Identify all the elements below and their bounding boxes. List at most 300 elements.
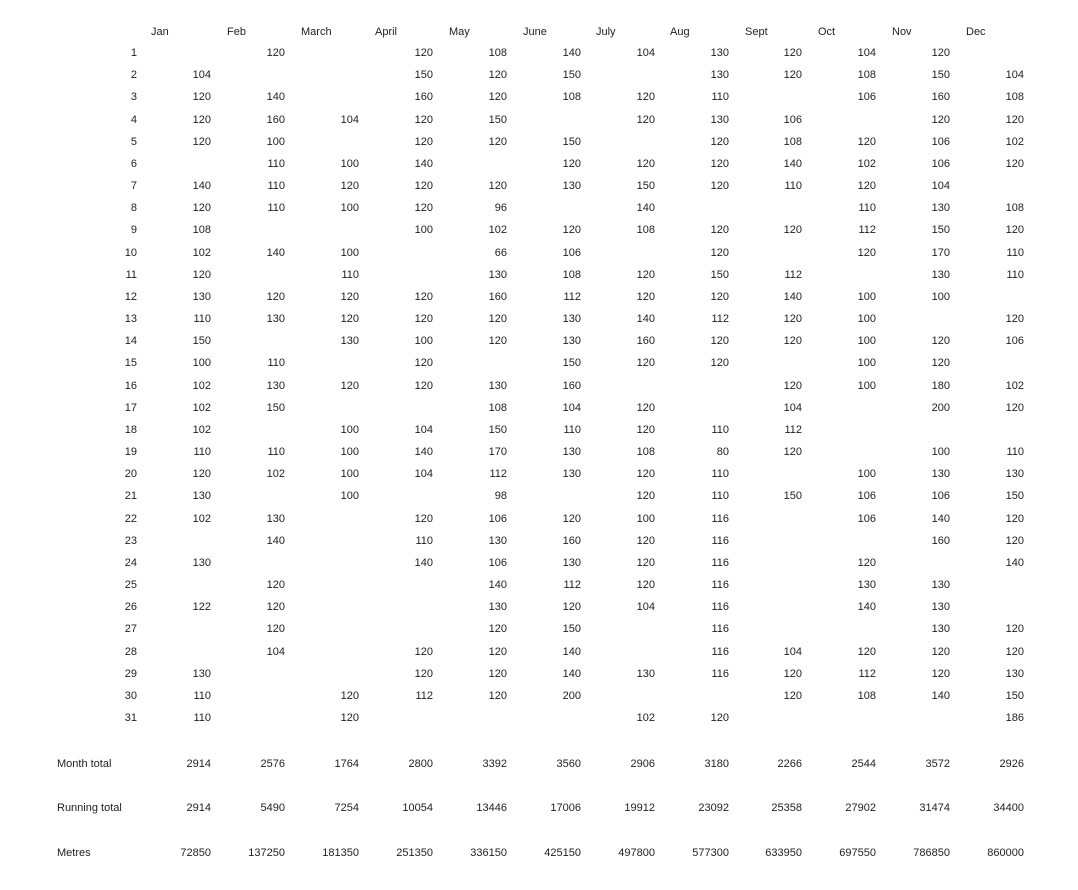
- value-cell: 120: [488, 646, 507, 658]
- value-cell: 120: [414, 136, 433, 148]
- value-cell: 120: [414, 513, 433, 525]
- value-cell: 130: [931, 579, 950, 591]
- value-cell: 130: [931, 269, 950, 281]
- value-cell: 150: [414, 69, 433, 81]
- summary-value: 2800: [408, 758, 433, 770]
- value-cell: 102: [192, 424, 211, 436]
- value-cell: 150: [931, 224, 950, 236]
- value-cell: 110: [267, 180, 285, 192]
- value-cell: 104: [562, 402, 581, 414]
- value-cell: 120: [488, 623, 507, 635]
- value-cell: 120: [636, 424, 655, 436]
- day-number: 14: [124, 335, 137, 347]
- value-cell: 104: [783, 646, 802, 658]
- value-cell: 150: [562, 136, 581, 148]
- value-cell: 120: [414, 668, 433, 680]
- value-cell: 110: [267, 446, 285, 458]
- summary-value: 17006: [550, 802, 581, 814]
- value-cell: 120: [857, 557, 876, 569]
- value-cell: 130: [1005, 668, 1024, 680]
- value-cell: 130: [562, 313, 581, 325]
- summary-value: 3572: [925, 758, 950, 770]
- value-cell: 120: [1005, 535, 1024, 547]
- value-cell: 120: [783, 335, 802, 347]
- value-cell: 110: [341, 269, 359, 281]
- value-cell: 130: [562, 468, 581, 480]
- summary-label: Month total: [57, 758, 112, 770]
- value-cell: 120: [636, 91, 655, 103]
- day-number: 29: [124, 668, 137, 680]
- value-cell: 160: [488, 291, 507, 303]
- month-header: June: [523, 26, 547, 38]
- day-number: 30: [124, 690, 137, 702]
- value-cell: 100: [857, 335, 876, 347]
- value-cell: 150: [636, 180, 655, 192]
- day-number: 27: [124, 623, 137, 635]
- value-cell: 140: [931, 690, 950, 702]
- value-cell: 104: [1005, 69, 1024, 81]
- value-cell: 120: [783, 380, 802, 392]
- value-cell: 120: [488, 690, 507, 702]
- summary-value: 10054: [402, 802, 433, 814]
- value-cell: 130: [931, 202, 950, 214]
- value-cell: 96: [494, 202, 507, 214]
- value-cell: 112: [784, 424, 802, 436]
- value-cell: 102: [1005, 136, 1024, 148]
- value-cell: 102: [192, 513, 211, 525]
- value-cell: 120: [562, 224, 581, 236]
- value-cell: 130: [710, 114, 729, 126]
- value-cell: 120: [710, 180, 729, 192]
- month-header: May: [449, 26, 470, 38]
- summary-value: 5490: [260, 802, 285, 814]
- summary-value: 23092: [698, 802, 729, 814]
- value-cell: 120: [931, 357, 950, 369]
- month-header: Dec: [966, 26, 986, 38]
- summary-value: 3560: [556, 758, 581, 770]
- value-cell: 104: [414, 468, 433, 480]
- value-cell: 120: [488, 668, 507, 680]
- value-cell: 120: [1005, 313, 1024, 325]
- value-cell: 140: [783, 158, 802, 170]
- day-number: 18: [124, 424, 137, 436]
- value-cell: 116: [711, 557, 729, 569]
- value-cell: 66: [494, 247, 507, 259]
- value-cell: 130: [266, 313, 285, 325]
- value-cell: 170: [488, 446, 507, 458]
- day-number: 11: [125, 269, 137, 281]
- value-cell: 120: [636, 468, 655, 480]
- value-cell: 120: [192, 114, 211, 126]
- day-number: 15: [124, 357, 137, 369]
- value-cell: 100: [857, 291, 876, 303]
- value-cell: 120: [414, 646, 433, 658]
- value-cell: 116: [711, 668, 729, 680]
- value-cell: 112: [784, 269, 802, 281]
- value-cell: 170: [931, 247, 950, 259]
- value-cell: 120: [488, 69, 507, 81]
- value-cell: 110: [1006, 247, 1024, 259]
- summary-value: 34400: [993, 802, 1024, 814]
- value-cell: 130: [931, 601, 950, 613]
- value-cell: 120: [414, 180, 433, 192]
- value-cell: 108: [1005, 202, 1024, 214]
- value-cell: 130: [1005, 468, 1024, 480]
- value-cell: 104: [636, 47, 655, 59]
- value-cell: 120: [710, 335, 729, 347]
- value-cell: 120: [192, 468, 211, 480]
- day-number: 4: [130, 114, 137, 126]
- value-cell: 108: [636, 224, 655, 236]
- value-cell: 120: [1005, 402, 1024, 414]
- value-cell: 120: [636, 490, 655, 502]
- value-cell: 116: [711, 579, 729, 591]
- value-cell: 200: [931, 402, 950, 414]
- value-cell: 130: [636, 668, 655, 680]
- value-cell: 80: [716, 446, 729, 458]
- value-cell: 140: [1005, 557, 1024, 569]
- value-cell: 120: [1005, 224, 1024, 236]
- value-cell: 130: [710, 47, 729, 59]
- value-cell: 112: [489, 468, 507, 480]
- summary-value: 25358: [771, 802, 802, 814]
- day-number: 25: [124, 579, 137, 591]
- value-cell: 180: [931, 380, 950, 392]
- summary-value: 72850: [180, 847, 211, 859]
- value-cell: 108: [783, 136, 802, 148]
- value-cell: 106: [931, 136, 950, 148]
- value-cell: 100: [340, 490, 359, 502]
- value-cell: 100: [857, 357, 876, 369]
- summary-value: 697550: [839, 847, 876, 859]
- value-cell: 112: [415, 690, 433, 702]
- value-cell: 130: [488, 535, 507, 547]
- value-cell: 110: [1006, 446, 1024, 458]
- value-cell: 110: [267, 357, 285, 369]
- value-cell: 120: [192, 202, 211, 214]
- value-cell: 120: [488, 180, 507, 192]
- value-cell: 150: [192, 335, 211, 347]
- summary-value: 2544: [851, 758, 876, 770]
- month-header: July: [596, 26, 616, 38]
- value-cell: 120: [340, 380, 359, 392]
- value-cell: 150: [562, 69, 581, 81]
- month-header: Aug: [670, 26, 690, 38]
- summary-value: 2926: [999, 758, 1024, 770]
- value-cell: 200: [562, 690, 581, 702]
- summary-value: 251350: [396, 847, 433, 859]
- value-cell: 120: [414, 202, 433, 214]
- value-cell: 140: [266, 535, 285, 547]
- value-cell: 120: [710, 712, 729, 724]
- value-cell: 120: [783, 69, 802, 81]
- value-cell: 112: [858, 668, 876, 680]
- value-cell: 120: [1005, 623, 1024, 635]
- summary-value: 633950: [765, 847, 802, 859]
- value-cell: 130: [710, 69, 729, 81]
- value-cell: 160: [636, 335, 655, 347]
- day-number: 13: [124, 313, 137, 325]
- day-number: 24: [124, 557, 137, 569]
- value-cell: 100: [414, 335, 433, 347]
- value-cell: 150: [488, 424, 507, 436]
- value-cell: 120: [931, 47, 950, 59]
- day-number: 16: [124, 380, 137, 392]
- value-cell: 116: [711, 513, 729, 525]
- value-cell: 106: [857, 513, 876, 525]
- value-cell: 120: [266, 623, 285, 635]
- value-cell: 120: [710, 158, 729, 170]
- value-cell: 140: [562, 47, 581, 59]
- day-number: 9: [130, 224, 137, 236]
- month-header: Sept: [745, 26, 768, 38]
- value-cell: 112: [858, 224, 876, 236]
- value-cell: 130: [192, 490, 211, 502]
- value-cell: 108: [562, 269, 581, 281]
- value-cell: 100: [340, 424, 359, 436]
- value-cell: 120: [414, 380, 433, 392]
- value-cell: 120: [636, 402, 655, 414]
- value-cell: 110: [711, 91, 729, 103]
- value-cell: 120: [414, 291, 433, 303]
- value-cell: 120: [266, 47, 285, 59]
- value-cell: 150: [488, 114, 507, 126]
- value-cell: 112: [563, 291, 581, 303]
- value-cell: 120: [340, 313, 359, 325]
- value-cell: 130: [266, 513, 285, 525]
- value-cell: 120: [636, 269, 655, 281]
- day-number: 2: [130, 69, 137, 81]
- summary-label: Metres: [57, 847, 91, 859]
- value-cell: 106: [931, 490, 950, 502]
- value-cell: 108: [562, 91, 581, 103]
- value-cell: 98: [494, 490, 507, 502]
- value-cell: 120: [192, 91, 211, 103]
- value-cell: 150: [562, 623, 581, 635]
- value-cell: 130: [488, 380, 507, 392]
- summary-value: 3392: [482, 758, 507, 770]
- value-cell: 108: [857, 690, 876, 702]
- value-cell: 140: [636, 202, 655, 214]
- value-cell: 106: [783, 114, 802, 126]
- summary-value: 19912: [624, 802, 655, 814]
- value-cell: 120: [636, 158, 655, 170]
- value-cell: 120: [636, 114, 655, 126]
- value-cell: 104: [857, 47, 876, 59]
- value-cell: 150: [266, 402, 285, 414]
- summary-value: 1764: [334, 758, 359, 770]
- day-number: 3: [130, 91, 137, 103]
- value-cell: 104: [931, 180, 950, 192]
- value-cell: 150: [1005, 490, 1024, 502]
- value-cell: 140: [414, 158, 433, 170]
- summary-value: 27902: [845, 802, 876, 814]
- value-cell: 130: [931, 623, 950, 635]
- value-cell: 100: [340, 468, 359, 480]
- value-cell: 120: [266, 291, 285, 303]
- value-cell: 106: [857, 91, 876, 103]
- value-cell: 120: [636, 579, 655, 591]
- value-cell: 100: [857, 468, 876, 480]
- value-cell: 120: [266, 579, 285, 591]
- value-cell: 108: [636, 446, 655, 458]
- value-cell: 108: [192, 224, 211, 236]
- value-cell: 130: [562, 180, 581, 192]
- summary-value: 181350: [322, 847, 359, 859]
- value-cell: 106: [857, 490, 876, 502]
- value-cell: 120: [710, 357, 729, 369]
- value-cell: 106: [488, 513, 507, 525]
- value-cell: 102: [636, 712, 655, 724]
- value-cell: 110: [563, 424, 581, 436]
- value-cell: 106: [931, 158, 950, 170]
- value-cell: 120: [710, 291, 729, 303]
- value-cell: 160: [562, 380, 581, 392]
- value-cell: 116: [711, 623, 729, 635]
- value-cell: 120: [636, 357, 655, 369]
- day-number: 1: [130, 47, 137, 59]
- month-header: Feb: [227, 26, 246, 38]
- value-cell: 120: [562, 513, 581, 525]
- value-cell: 120: [1005, 646, 1024, 658]
- value-cell: 120: [931, 646, 950, 658]
- summary-value: 137250: [248, 847, 285, 859]
- value-cell: 100: [192, 357, 211, 369]
- value-cell: 100: [931, 446, 950, 458]
- value-cell: 120: [710, 136, 729, 148]
- value-cell: 160: [931, 535, 950, 547]
- value-cell: 116: [711, 535, 729, 547]
- value-cell: 100: [857, 380, 876, 392]
- day-number: 22: [124, 513, 137, 525]
- value-cell: 150: [562, 357, 581, 369]
- summary-value: 860000: [987, 847, 1024, 859]
- value-cell: 120: [636, 535, 655, 547]
- value-cell: 102: [857, 158, 876, 170]
- value-cell: 102: [192, 247, 211, 259]
- value-cell: 108: [1005, 91, 1024, 103]
- summary-value: 786850: [913, 847, 950, 859]
- value-cell: 140: [192, 180, 211, 192]
- value-cell: 100: [931, 291, 950, 303]
- value-cell: 120: [710, 247, 729, 259]
- value-cell: 150: [710, 269, 729, 281]
- value-cell: 120: [783, 47, 802, 59]
- value-cell: 140: [931, 513, 950, 525]
- value-cell: 120: [1005, 158, 1024, 170]
- value-cell: 130: [562, 335, 581, 347]
- value-cell: 120: [931, 335, 950, 347]
- value-cell: 104: [192, 69, 211, 81]
- value-cell: 130: [931, 468, 950, 480]
- value-cell: 102: [1005, 380, 1024, 392]
- value-cell: 120: [857, 646, 876, 658]
- value-cell: 116: [711, 601, 729, 613]
- value-cell: 110: [711, 490, 729, 502]
- value-cell: 110: [193, 712, 211, 724]
- value-cell: 160: [414, 91, 433, 103]
- value-cell: 100: [340, 247, 359, 259]
- summary-value: 13446: [476, 802, 507, 814]
- value-cell: 104: [414, 424, 433, 436]
- value-cell: 106: [562, 247, 581, 259]
- value-cell: 150: [783, 490, 802, 502]
- value-cell: 130: [562, 557, 581, 569]
- month-header: Jan: [151, 26, 169, 38]
- value-cell: 120: [783, 446, 802, 458]
- value-cell: 120: [414, 47, 433, 59]
- value-cell: 120: [488, 313, 507, 325]
- value-cell: 110: [711, 424, 729, 436]
- summary-value: 7254: [334, 802, 359, 814]
- value-cell: 102: [192, 380, 211, 392]
- value-cell: 100: [266, 136, 285, 148]
- summary-value: 2914: [186, 802, 211, 814]
- value-cell: 110: [267, 158, 285, 170]
- value-cell: 140: [783, 291, 802, 303]
- day-number: 31: [124, 712, 137, 724]
- value-cell: 122: [192, 601, 211, 613]
- value-cell: 140: [562, 668, 581, 680]
- value-cell: 110: [193, 690, 211, 702]
- value-cell: 160: [562, 535, 581, 547]
- day-number: 6: [130, 158, 137, 170]
- value-cell: 120: [931, 114, 950, 126]
- day-number: 20: [124, 468, 137, 480]
- summary-value: 2266: [777, 758, 802, 770]
- value-cell: 110: [858, 202, 876, 214]
- month-header: Nov: [892, 26, 912, 38]
- value-cell: 110: [784, 180, 802, 192]
- summary-label: Running total: [57, 802, 122, 814]
- value-cell: 112: [711, 313, 729, 325]
- value-cell: 104: [636, 601, 655, 613]
- day-number: 28: [124, 646, 137, 658]
- summary-value: 336150: [470, 847, 507, 859]
- value-cell: 120: [414, 313, 433, 325]
- value-cell: 100: [340, 202, 359, 214]
- day-number: 10: [124, 247, 137, 259]
- value-cell: 160: [266, 114, 285, 126]
- summary-value: 2576: [260, 758, 285, 770]
- value-cell: 104: [783, 402, 802, 414]
- value-cell: 130: [266, 380, 285, 392]
- value-cell: 104: [340, 114, 359, 126]
- value-cell: 140: [266, 247, 285, 259]
- value-cell: 120: [931, 668, 950, 680]
- day-number: 19: [124, 446, 137, 458]
- day-number: 5: [130, 136, 137, 148]
- value-cell: 104: [266, 646, 285, 658]
- value-cell: 130: [488, 269, 507, 281]
- summary-value: 497800: [618, 847, 655, 859]
- value-cell: 120: [488, 335, 507, 347]
- value-cell: 100: [340, 446, 359, 458]
- value-cell: 102: [192, 402, 211, 414]
- value-cell: 120: [783, 224, 802, 236]
- value-cell: 130: [192, 557, 211, 569]
- value-cell: 140: [488, 579, 507, 591]
- value-cell: 120: [414, 357, 433, 369]
- value-cell: 110: [193, 313, 211, 325]
- day-number: 23: [124, 535, 137, 547]
- value-cell: 130: [192, 668, 211, 680]
- value-cell: 120: [488, 91, 507, 103]
- value-cell: 120: [340, 690, 359, 702]
- summary-value: 425150: [544, 847, 581, 859]
- month-header: April: [375, 26, 398, 38]
- value-cell: 110: [415, 535, 433, 547]
